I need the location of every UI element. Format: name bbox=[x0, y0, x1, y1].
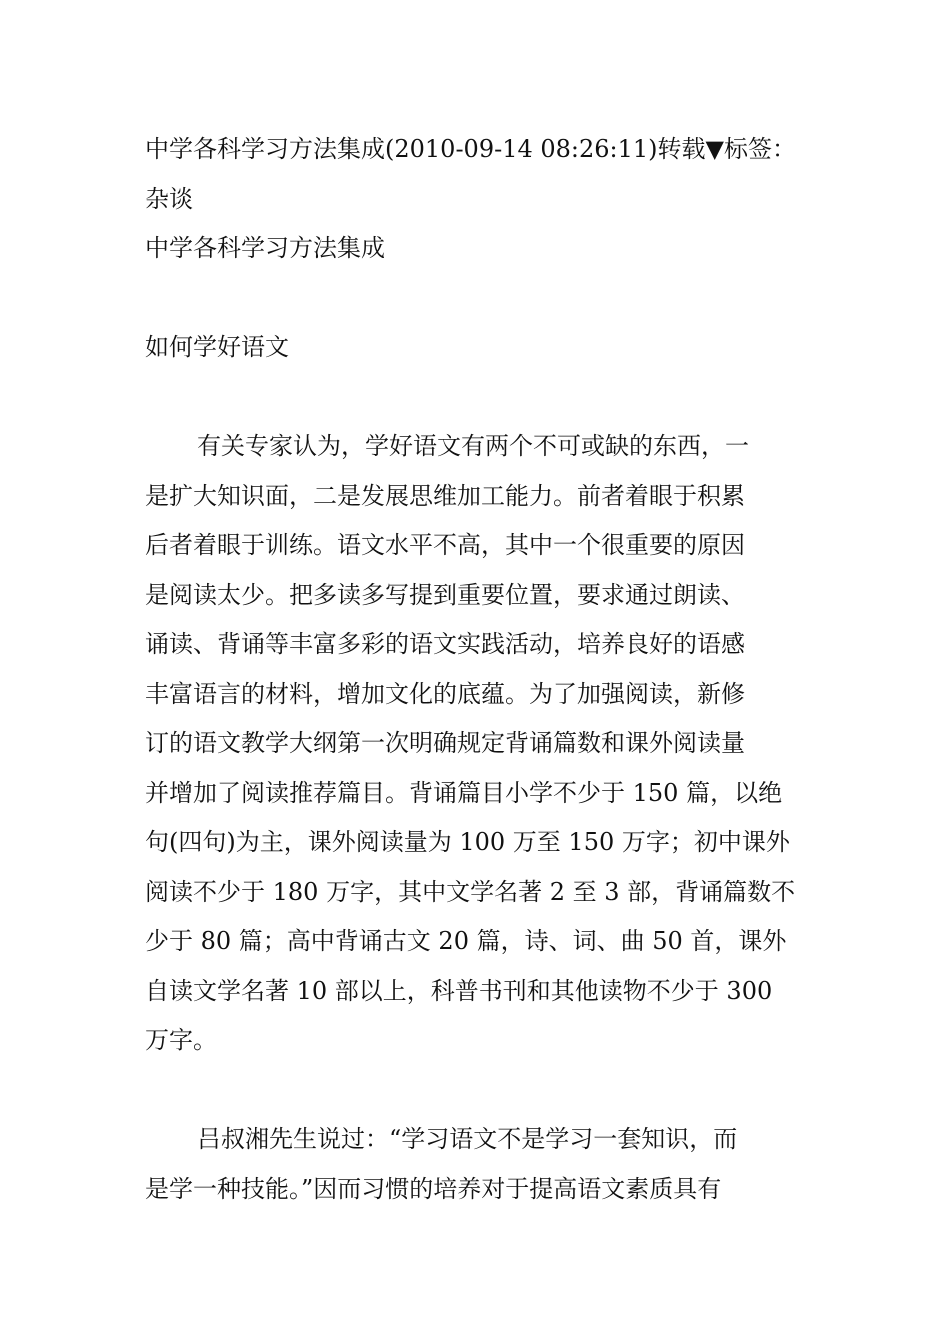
paragraph-line: 万字。 bbox=[145, 1026, 217, 1054]
paragraph-line: 有关专家认为，学好语文有两个不可或缺的东西，一 bbox=[197, 432, 749, 460]
paragraph-line: 自读文学名著 10 部以上，科普书刊和其他读物不少于 300 bbox=[145, 976, 773, 1005]
paragraph-line: 并增加了阅读推荐篇目。背诵篇目小学不少于 150 篇，以绝 bbox=[145, 778, 783, 807]
document-page bbox=[145, 125, 815, 1214]
paragraph-line: 订的语文教学大纲第一次明确规定背诵篇数和课外阅读量 bbox=[145, 729, 745, 757]
paragraph-line: 诵读、背诵等丰富多彩的语文实践活动，培养良好的语感 bbox=[145, 630, 745, 658]
blank-line bbox=[145, 373, 815, 423]
paragraph-1 bbox=[145, 422, 815, 1066]
paragraph-line: 句(四句)为主，课外阅读量为 100 万至 150 万字；初中课外 bbox=[145, 828, 790, 856]
blank-line bbox=[145, 1066, 815, 1116]
paragraph-line: 阅读不少于 180 万字，其中文学名著 2 至 3 部，背诵篇数不 bbox=[145, 877, 796, 906]
paragraph-line: 是扩大知识面，二是发展思维加工能力。前者着眼于积累 bbox=[145, 481, 745, 510]
paragraph-line: 后者着眼于训练。语文水平不高，其中一个很重要的原因 bbox=[145, 531, 745, 559]
paragraph-line: 吕叔湘先生说过：“学习语文不是学习一套知识，而 bbox=[197, 1125, 738, 1153]
paragraph-line: 是学一种技能。”因而习惯的培养对于提高语文素质具有 bbox=[145, 1174, 722, 1203]
paragraph-2 bbox=[145, 1115, 815, 1214]
document-title-line-1: 中学各科学习方法集成(2010-09-14 08:26:11)转载▼标签： bbox=[145, 135, 796, 163]
paragraph-line: 少于 80 篇；高中背诵古文 20 篇，诗、词、曲 50 首，课外 bbox=[145, 927, 787, 955]
document-subtitle: 中学各科学习方法集成 bbox=[145, 234, 385, 262]
section-heading: 如何学好语文 bbox=[145, 333, 289, 361]
paragraph-line: 是阅读太少。把多读多写提到重要位置，要求通过朗读、 bbox=[145, 580, 745, 609]
document-title-line-2: 杂谈 bbox=[145, 184, 193, 213]
blank-line bbox=[145, 274, 815, 324]
paragraph-line: 丰富语言的材料，增加文化的底蕴。为了加强阅读，新修 bbox=[145, 679, 745, 708]
